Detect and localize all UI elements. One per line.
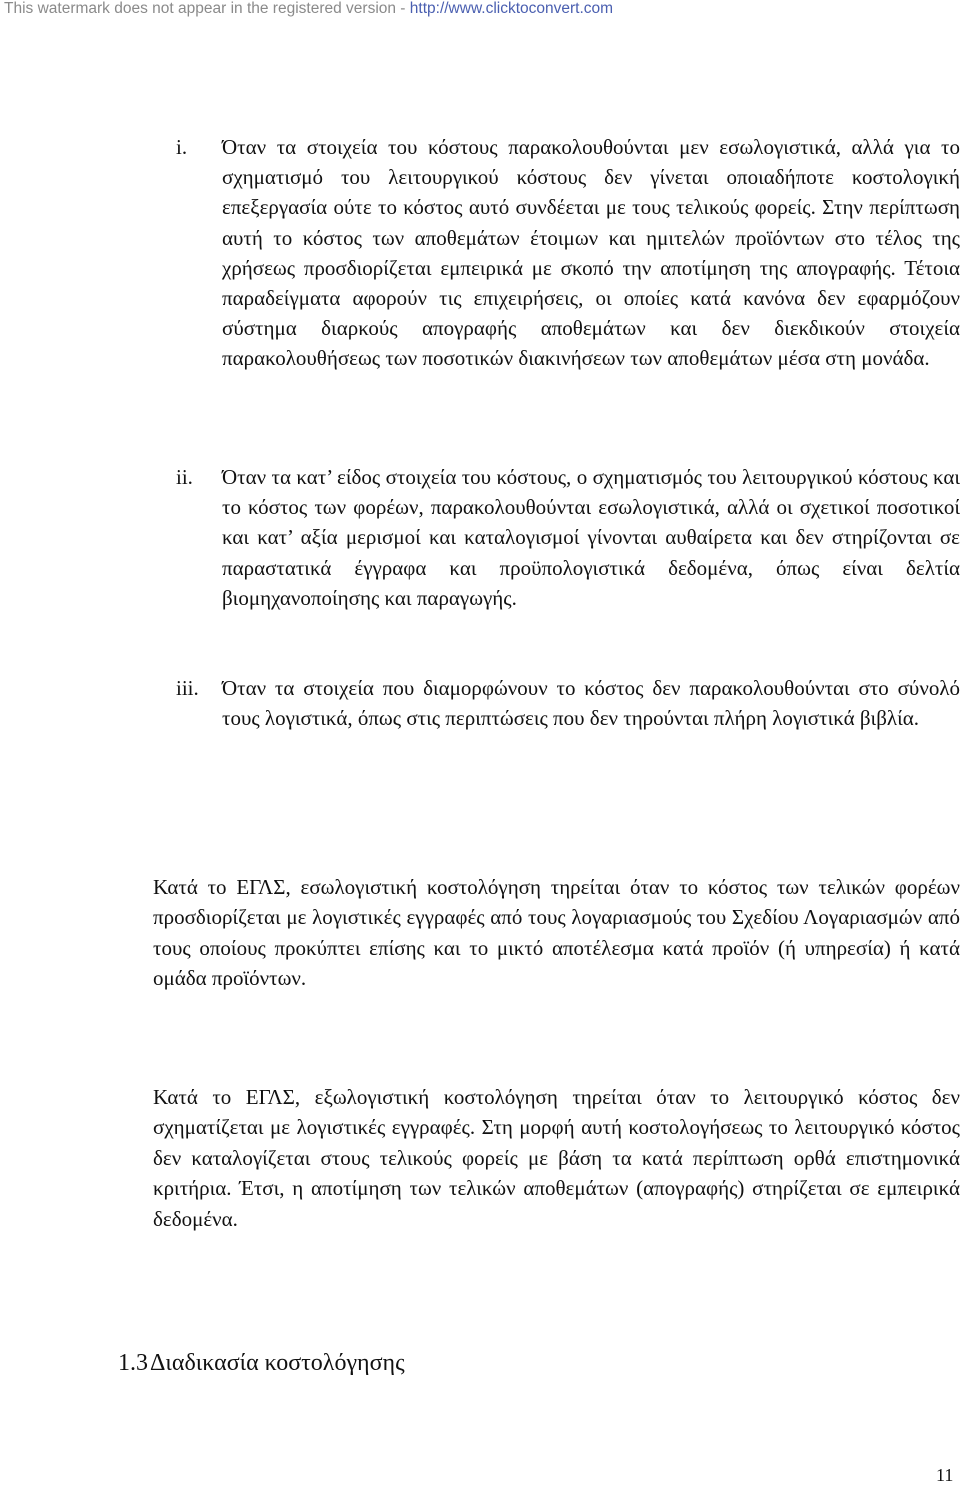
section-heading — [118, 1347, 405, 1379]
watermark-text: This watermark does not appear in the registered version - — [4, 0, 410, 17]
section-title: Διαδικασία κοστολόγησης — [150, 1350, 405, 1376]
paragraph-internal-costing: Κατά το ΕΓΛΣ, εσωλογιστική κοστολόγηση τηρείται όταν το κόστος των τελικών φορέων προσδιορίζεται με λογιστικές εγγραφές από τους λογαριασμούς του Σχεδίου Λογαριασμών από τους οποίους προκύπτει επίσης και το μικτό αποτέλεσμα κατά προϊόν (ή υπηρεσία) ή κατά ομάδα προϊόντων. — [153, 875, 960, 991]
section-number: 1.3 — [118, 1350, 148, 1376]
list-item-text: Όταν τα κατ’ είδος στοιχεία του κόστους, ο σχηματισμός του λειτουργικού κόστους και το κόστος των φορέων, παρακολουθούνται εσωλογιστικά, αλλά οι σχετικοί ποσοτικοί και κατ’ αξία μερισμοί και καταλογισμοί γίνονται αυθαίρετα και δεν στηρίζονται σε παραστατικά έγγραφα και προϋπολογιστικά δεδομένα, όπως είναι δελτία βιομηχανοποίησης και παραγωγής. — [222, 465, 960, 610]
list-marker: ii. — [176, 465, 193, 489]
list-item-text: Όταν τα στοιχεία που διαμορφώνουν το κόστος δεν παρακολουθούνται στο σύνολό τους λογιστικά, όπως στις περιπτώσεις που δεν τηρούνται πλήρη λογιστικά βιβλία. — [222, 676, 960, 731]
list-marker: iii. — [176, 676, 199, 700]
list-item-text: Όταν τα στοιχεία του κόστους παρακολουθούνται μεν εσωλογιστικά, αλλά για το σχηματισμό του λειτουργικού κόστους δεν γίνεται οποιαδήποτε κοστολογική επεξεργασία ούτε το κόστος αυτό συνδέεται με τους τελικούς φορείς. Στην περίπτωση αυτή το κόστος των αποθεμάτων έτοιμων και ημιτελών προϊόντων στο τέλος της χρήσεως προσδιορίζεται εμπειρικά με σκοπό την αποτίμηση της απογραφής. Τέτοια παραδείγματα αφορούν τις επιχειρήσεις, οι οποίες κατά κανόνα δεν εφαρμόζουν σύστημα διαρκούς απογραφής αποθεμάτων και δεν διεκδικούν στοιχεία παρακολουθήσεως των ποσοτικών διακινήσεων των αποθεμάτων μέσα στη μονάδα. — [222, 135, 960, 371]
page-number: 11 — [936, 1465, 954, 1485]
paragraph-external-costing: Κατά το ΕΓΛΣ, εξωλογιστική κοστολόγηση τηρείται όταν το λειτουργικό κόστος δεν σχηματίζεται με λογιστικές εγγραφές. Στη μορφή αυτή κοστολογήσεως το λειτουργικό κόστος δεν καταλογίζεται στους τελικούς φορείς με βάση τα κατά περίπτωση ορθά επιστημονικά κριτήρια. Έτσι, η αποτίμηση των τελικών αποθεμάτων (απογραφής) στηρίζεται σε εμπειρικά δεδομένα. — [153, 1085, 960, 1231]
list-marker: i. — [176, 135, 188, 159]
watermark-banner — [4, 0, 613, 18]
watermark-link[interactable]: http://www.clicktoconvert.com — [409, 0, 614, 17]
